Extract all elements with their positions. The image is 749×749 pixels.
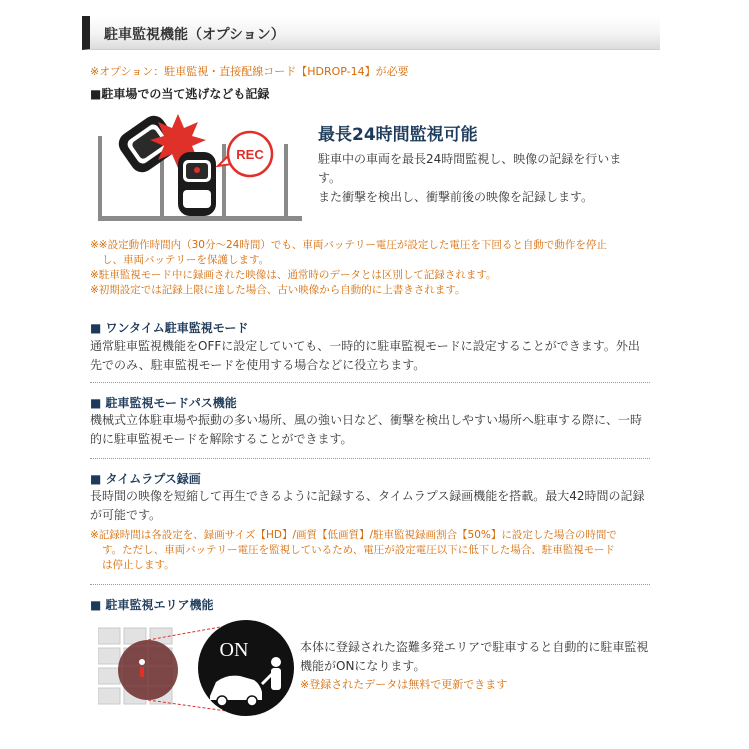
section-title-onetime: ■ ワンタイム駐車監視モード [90,321,249,335]
section-body-onetime [90,337,650,375]
section-title-area: ■ 駐車監視エリア機能 [90,598,214,612]
feature-line: 駐車中の車両を最長24時間監視し、映像の記録を行いま [318,152,622,166]
body-line: 的に駐車監視モードを解除することができます。 [90,432,353,446]
section-title-pass: ■ 駐車監視モードパス機能 [90,396,237,410]
section-title-timelapse: ■ タイムラプス録画 [90,472,201,486]
body-line: 機能がONになります。 [300,659,426,673]
divider [90,584,650,585]
note-line: す。ただし、車両バッテリー電圧を監視しているため、電圧が設定電圧以下に低下した場合、駐車監視モード [102,544,615,556]
area-map-illustration [98,618,298,718]
feature-line: また衝撃を検出し、衝撃前後の映像を記録します。 [318,190,594,204]
parking-collision-illustration [90,104,310,230]
timelapse-notes [90,528,650,573]
body-line: 機械式立体駐車場や振動の多い場所、風の強い日など、衝撃を検出しやすい場所へ駐車する際に、一時 [90,413,643,427]
location-pin-icon [139,659,145,665]
on-label: ON [219,639,249,661]
free-update-note: ※登録されたデータは無料で更新できます [300,678,508,691]
parking-notes [90,238,650,298]
body-line: 通常駐車監視機能をOFFに設定していても、一時的に駐車監視モードに設定することができます。外出 [90,339,640,353]
note-line: ※駐車監視モード中に録画された映像は、通常時のデータとは区別して記録されます。 [90,269,497,281]
option-requirement-note: ※オプション：駐車監視・直接配線コード【HDROP-14】が必要 [90,65,409,78]
feature-description [318,150,648,207]
section-body-pass [90,411,650,449]
body-line: 長時間の映像を短縮して再生できるように記録する、タイムラプス録画機能を搭載。最大42時間の記録 [90,489,645,503]
divider [90,382,650,383]
body-line: が可能です。 [90,508,162,522]
section-body-area [300,638,655,694]
feature-headline: 最長24時間監視可能 [318,125,478,145]
parked-car-icon [178,152,216,216]
page-title: 駐車監視機能（オプション） [104,27,285,43]
zoom-circle [198,620,294,716]
section-header-bar [82,16,660,50]
feature-line: す。 [318,171,342,185]
note-line: は停止します。 [102,559,175,571]
note-line: ※記録時間は各設定を、録画サイズ【HD】/画質【低画質】/駐車監視録画割合【50%】に設定した場合の時間で [90,529,617,541]
body-line: 本体に登録された盗難多発エリアで駐車すると自動的に駐車監視 [300,640,649,654]
note-line: ※※設定動作時間内（30分〜24時間）でも、車両バッテリー電圧が設定した電圧を下回ると自動で動作を停止 [90,239,607,251]
theft-area-icon [118,640,178,700]
parking-subtitle: ■駐車場での当て逃げなども記録 [90,87,270,101]
note-line: し、車両バッテリーを保護します。 [102,254,270,266]
body-line: 先でのみ、駐車監視モードを使用する場合などに役立ちます。 [90,358,426,372]
section-body-timelapse [90,487,650,525]
divider [90,458,650,459]
note-line: ※初期設定では記録上限に達した場合、古い映像から自動的に上書きされます。 [90,284,466,296]
rec-label: REC [236,147,264,162]
